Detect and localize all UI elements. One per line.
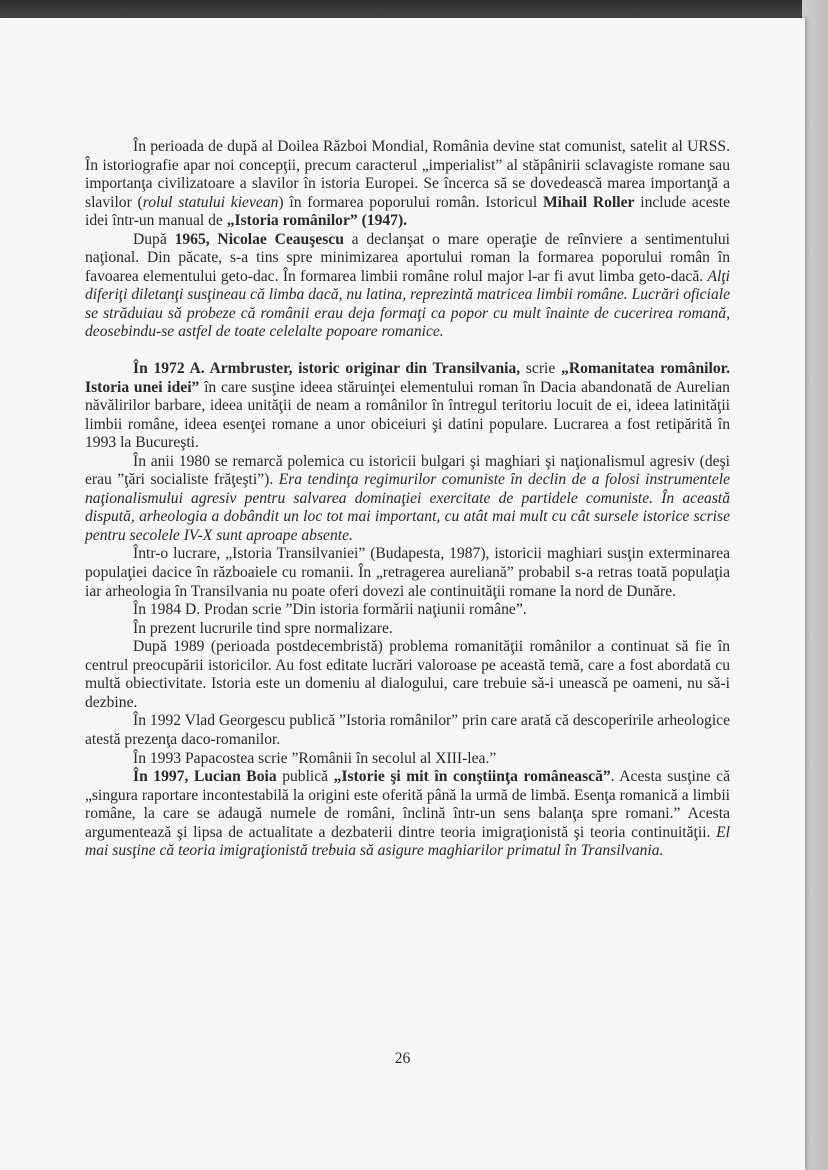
paragraph-post-1989 [85, 638, 730, 712]
paragraph-georgescu [85, 712, 730, 749]
text-run: După [133, 230, 175, 248]
text-run: include aceste idei într-un manual de [85, 193, 730, 230]
text-run: „Romanitatea românilor. Istoria unei idei” [85, 360, 731, 396]
text-run: publică [276, 768, 334, 786]
scan-top-border [0, 0, 828, 20]
paragraph-prodan [85, 601, 730, 620]
text-run: Alţi diferiţi diletanţi susţineau că limba dacă, nu latina, reprezintă matricea limbii române. Lucrări oficiale se străduiau să probeze că românii erau deja formaţi ca popor cu mult înainte de cucerirea romană, deosebindu-se astfel de toate celelalte popoare romanice. [85, 267, 730, 341]
paragraph-ceausescu-nationalism [85, 231, 730, 342]
page-number: 26 [394, 1050, 411, 1067]
text-run: Mihail Roller [542, 193, 635, 211]
text-run: ) în formarea poporului român. Istoricul [278, 193, 543, 211]
text-run: În 1997, Lucian Boia [133, 768, 277, 786]
text-run: În 1984 D. Prodan scrie ”Din istoria formării naţiunii române”. [133, 601, 527, 619]
text-run: a declanşat o mare operaţie de reînviere a sentimentului naţional. Din păcate, s-a tins spre minimizarea aportului roman la formarea poporului român în favoarea elementului geto-dac. În formarea limbii române rolul major l-ar fi avut limba geto-dacă. [85, 230, 730, 285]
text-run: În 1992 Vlad Georgescu publică ”Istoria românilor” prin care arată că descoperirile arheologice atestă prezenţa daco-romanilor. [85, 712, 730, 748]
text-run: 1965, Nicolae Ceauşescu [174, 230, 344, 248]
paragraph-1980s-polemic [85, 453, 730, 546]
text-run: rolul statului kievean [142, 193, 279, 211]
text-run: După 1989 (perioada postdecembristă) problema romanităţii românilor a continuat să fie în centrul preocupării istoricilor. Au fost editate lucrări valoroase pe această temă, care a fost abordată cu multă obiectivitate. Istoria este un domeniu al dialogului, care trebuie să-i unească pe oameni, nu să-i dezbine. [85, 638, 730, 711]
paragraph-istoria-transilvaniei [85, 545, 730, 601]
text-run: . Acesta susţine că „singura raportare incontestabilă la origini este oferită până la urmă de limbă. Esenţa romanică a limbii române, la care se adaugă numele de români, înclină într-un sens balanţa spre romani.” Acesta argumentează şi lipsa de actualitate a dezbaterii dintre teoria imigraţionistă şi teoria continuităţii. [85, 768, 730, 841]
scan-right-edge [802, 0, 828, 1170]
paragraph-postwar-historiography [85, 138, 730, 231]
paragraph-present [85, 620, 730, 639]
paragraph-armbruster [85, 360, 730, 453]
text-run: Era tendinţa regimurilor comuniste în declin de a folosi instrumentele naţionalismului agresiv pentru salvarea dominaţiei exercitate de partidele comuniste. În această dispută, arheologia a dobândit un loc tot mai important, cu atât mai mult cu cât sursele istorice scrise pentru secolele IV-X sunt aproape absente. [85, 471, 730, 544]
text-run: În 1972 A. Armbruster, istoric originar din Transilvania, [133, 360, 521, 378]
text-run: În 1993 Papacostea scrie ”Românii în secolul al XIII-lea.” [133, 749, 497, 767]
text-run: În anii 1980 se remarcă polemica cu istoricii bulgari şi maghiari şi naţionalismul agresiv (deşi erau ”ţări socialiste frăţeşti”). [85, 452, 730, 489]
text-run: în care susţine ideea stăruinţei elementului roman în Dacia abandonată de Aurelian năvălirilor barbare, ideea unităţii de neam a românilor în întregul teritoriu locuit de ei, ideea latinităţii limbii române, ideea esenţei romane a unor obiceiuri şi datini populare. Lucrarea a fost retipărită în 1993 la Bucureşti. [85, 378, 730, 452]
text-run: „Istorie şi mit în conştiinţa românească” [333, 768, 611, 786]
paragraph-boia [85, 768, 730, 861]
paragraph-papacostea [85, 750, 730, 769]
text-run: „Istoria românilor” (1947). [226, 212, 408, 230]
text-run: El mai susţine că teoria imigraţionistă trebuia să asigure maghiarilor primatul în Transilvania. [85, 823, 730, 860]
text-run: Într-o lucrare, „Istoria Transilvaniei” (Budapesta, 1987), istoricii maghiari susţin exterminarea populaţiei dacice în războaiele cu romanii. În „retragerea aureliană” probabil s-a retras toată populaţia iar arheologia în Transilvania nu poate oferi dovezi ale continuităţii romane la nord de Dunăre. [85, 545, 730, 600]
text-run: scrie [520, 360, 562, 378]
page-body [85, 138, 730, 861]
text-run: În perioada de după al Doilea Război Mondial, România devine stat comunist, satelit al URSS. În istoriografie apar noi concepţii, precum caracterul „imperialist” al stăpânirii sclavagiste romane sau importanţa civilizatoare a slavilor în istoria Europei. Se încerca să se dovedească marea importanţă a slavilor ( [85, 138, 730, 211]
text-run: În prezent lucrurile tind spre normalizare. [133, 619, 393, 637]
